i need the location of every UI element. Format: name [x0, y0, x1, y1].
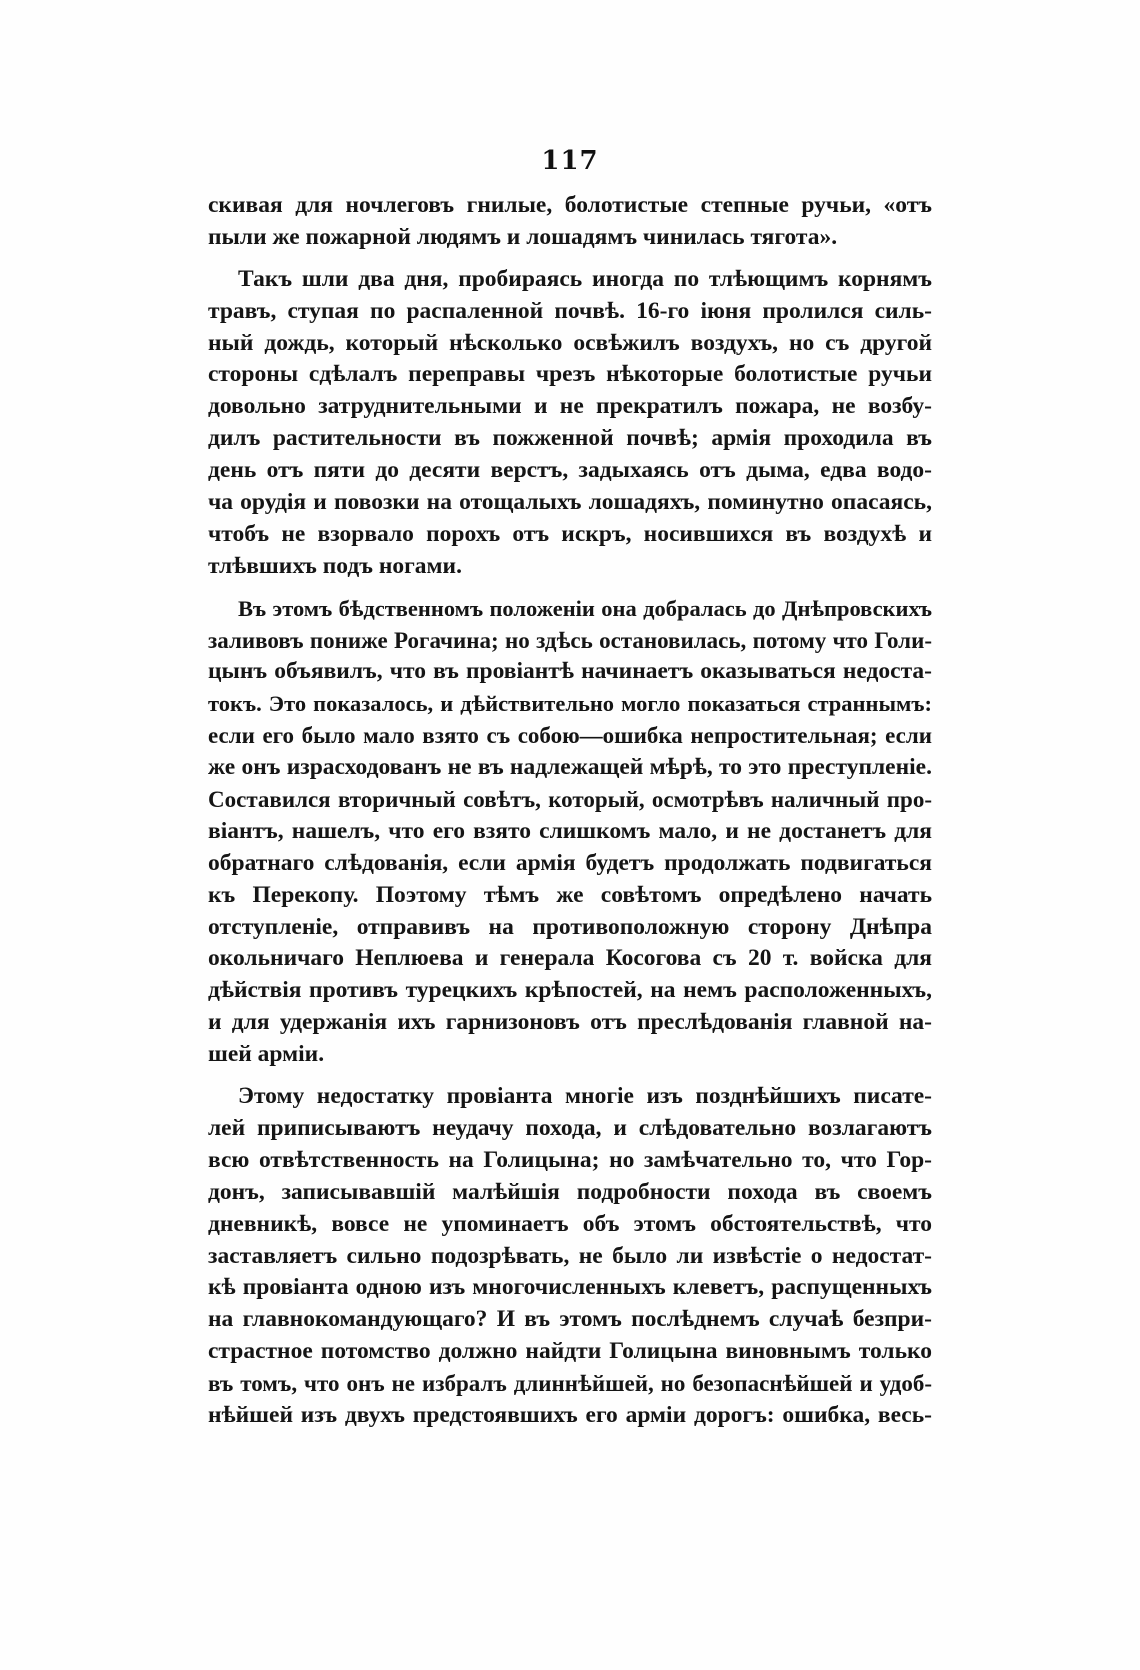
text-line: лей приписываютъ неудачу похода, и слѣдовательно возлагаютъ — [208, 1114, 932, 1141]
text-line: заставляетъ сильно подозрѣвать, не было ли извѣстіе о недостат- — [208, 1242, 932, 1269]
text-line: къ Перекопу. Поэтому тѣмъ же совѣтомъ опредѣлено начать — [208, 881, 932, 908]
text-line: дѣйствія противъ турецкихъ крѣпостей, на немъ расположенныхъ, — [208, 977, 932, 1004]
text-line: заливовъ пониже Рогачина; но здѣсь остановилась, потому что Голи- — [208, 627, 932, 653]
text-line: день отъ пяти до десяти верстъ, задыхаясь отъ дыма, едва водо- — [208, 457, 932, 484]
text-line: всю отвѣтственность на Голицына; но замѣчательно то, что Гор- — [208, 1146, 932, 1173]
text-line: если его было мало взято съ собою—ошибка непростительная; если — [208, 723, 932, 749]
text-line: нѣйшей изъ двухъ предстоявшихъ его арміи дорогъ: ошибка, весь- — [208, 1401, 932, 1428]
text-line: донъ, записывавшій малѣйшія подробности похода въ своемъ — [208, 1178, 932, 1205]
page-number: 117 — [541, 146, 599, 176]
text-line: чтобъ не взорвало порохъ отъ искръ, носившихся въ воздухѣ и — [208, 520, 932, 547]
text-line: дилъ растительности въ пожженной почвѣ; армія проходила въ — [208, 425, 932, 452]
text-line: окольничаго Неплюева и генерала Косогова съ 20 т. войска для — [208, 945, 932, 972]
text-line: Этому недостатку провіанта многіе изъ позднѣйшихъ писате- — [238, 1083, 932, 1110]
text-line: цынъ объявилъ, что въ провіантѣ начинаетъ оказываться недоста- — [208, 658, 932, 685]
text-line: отступленіе, отправивъ на противоположную сторону Днѣпра — [208, 913, 932, 940]
text-line: ный дождь, который нѣсколько освѣжилъ воздухъ, но съ другой — [208, 329, 932, 356]
text-line: шей арміи. — [208, 1041, 325, 1068]
text-line: же онъ израсходованъ не въ надлежащей мѣрѣ, то это преступленіе. — [208, 754, 932, 781]
text-line: Такъ шли два дня, пробираясь иногда по тлѣющимъ корнямъ — [238, 265, 932, 292]
text-line: въ томъ, что онъ не избралъ длиннѣйшей, но безопаснѣйшей и удоб- — [208, 1371, 932, 1397]
paragraph-gap — [208, 254, 932, 264]
text-line: довольно затруднительными и не прекратилъ пожара, не возбу- — [208, 393, 932, 420]
text-line: и для удержанія ихъ гарнизоновъ отъ преслѣдованія главной на- — [208, 1009, 932, 1036]
text-line: тлѣвшихъ подъ ногами. — [208, 552, 462, 579]
text-line: стороны сдѣлалъ переправы чрезъ нѣкоторые болотистые ручьи — [208, 361, 932, 388]
text-line: скивая для ночлеговъ гнилые, болотистые степные ручьи, «отъ — [208, 192, 932, 218]
paragraph-gap — [208, 1071, 932, 1081]
text-line: дневникѣ, вовсе не упоминаетъ объ этомъ обстоятельствѣ, что — [208, 1210, 932, 1237]
text-line: обратнаго слѣдованія, если армія будетъ продолжать подвигаться — [208, 849, 932, 876]
body-text — [208, 190, 932, 1432]
text-line: кѣ провіанта одною изъ многочисленныхъ клеветъ, распущенныхъ — [208, 1274, 932, 1301]
text-line: віантъ, нашелъ, что его взято слишкомъ мало, и не достанетъ для — [208, 817, 932, 844]
text-line: на главнокомандующаго? И въ этомъ послѣднемъ случаѣ безпри- — [208, 1306, 932, 1333]
text-line: ча орудія и повозки на отощалыхъ лошадяхъ, поминутно опасаясь, — [208, 489, 932, 516]
text-line: Въ этомъ бѣдственномъ положеніи она добралась до Днѣпровскихъ — [238, 595, 932, 621]
text-line: травъ, ступая по распаленной почвѣ. 16-го іюня пролился силь- — [208, 297, 932, 324]
paragraph-gap — [208, 583, 932, 593]
text-line: пыли же пожарной людямъ и лошадямъ чинилась тягота». — [208, 223, 838, 250]
text-line: Составился вторичный совѣтъ, который, осмотрѣвъ наличный про- — [208, 787, 932, 813]
text-line: токъ. Это показалось, и дѣйствительно могло показаться страннымъ: — [208, 691, 932, 717]
text-line: страстное потомство должно найдти Голицына виновнымъ только — [208, 1338, 932, 1365]
